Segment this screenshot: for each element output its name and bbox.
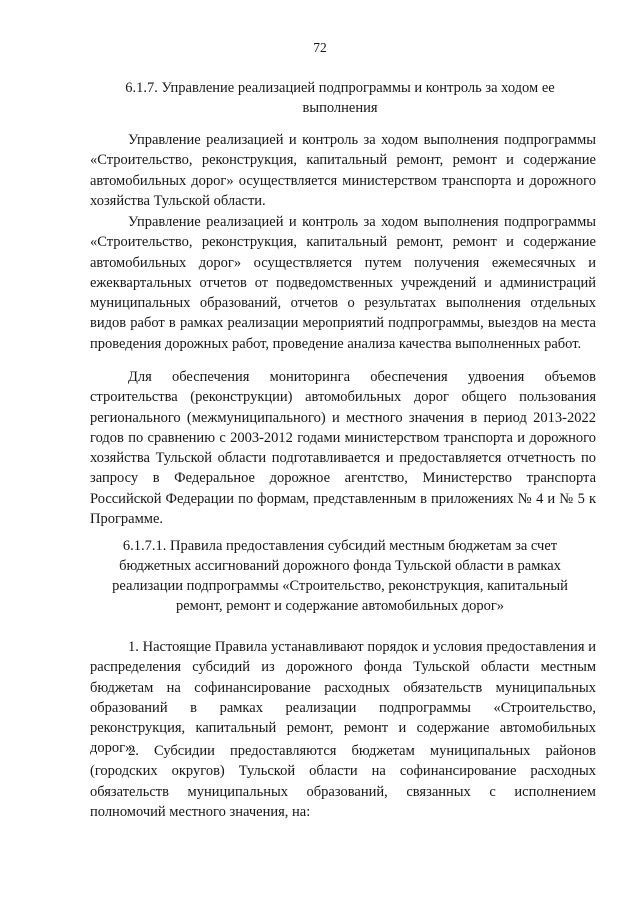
- paragraph-management-responsibility: Управление реализацией и контроль за ходом выполнения подпрограммы «Строительство, реконструкция, капитальный ремонт, ремонт и содержание автомобильных дорог» осуществляется министерством транспорта и дорожного хозяйства Тульской области.: [90, 132, 596, 209]
- page-number: 72: [313, 40, 327, 55]
- subsection-heading: 6.1.7.1. Правила предоставления субсидий местным бюджетам за счет бюджетных ассигнований дорожного фонда Тульской области в рамках реализации подпрограммы «Строительство, реконструкция, капитальный ремонт, ремонт и содержание автомобильных дорог»: [112, 538, 568, 614]
- section-heading: 6.1.7. Управление реализацией подпрограммы и контроль за ходом ее выполнения: [125, 80, 555, 116]
- paragraph-monitoring-reporting: Для обеспечения мониторинга обеспечения удвоения объемов строительства (реконструкции) автомобильных дорог общего пользования регионального (межмуниципального) и местного значения в период 2013-2022 годов по сравнению с 2003-2012 годами министерством транспорта и дорожного хозяйства Тульской области подготавливается и предоставляется отчетность по запросу в Федеральное дорожное агентство, Министерство транспорта Российской Федерации по формам, представленным в приложениях № 4 и № 5 к Программе.: [90, 369, 596, 528]
- paragraph-management-methods: Управление реализацией и контроль за ходом выполнения подпрограммы «Строительство, реконструкция, капитальный ремонт, ремонт и содержание автомобильных дорог» осуществляется путем получения ежемесячных и ежеквартальных отчетов от подведомственных учреждений и администраций муниципальных образований, отчетов о результатах выполнения отдельных видов работ в рамках реализации мероприятий подпрограммы, выездов на места проведения дорожных работ, проведение анализа качества выполненных работ.: [90, 214, 596, 352]
- rule-item-1: 1. Настоящие Правила устанавливают порядок и условия предоставления и распределения субсидий из дорожного фонда Тульской области местным бюджетам на софинансирование расходных обязательств муниципальных образований в рамках реализации подпрограммы «Строительство, реконструкция, капитальный ремонт, ремонт и содержание автомобильных дорог».: [90, 639, 596, 757]
- rule-item-2: 2. Субсидии предоставляются бюджетам муниципальных районов (городских округов) Тульской области на софинансирование расходных обязательств муниципальных образований, связанных с исполнением полномочий местного значения, на:: [90, 743, 596, 820]
